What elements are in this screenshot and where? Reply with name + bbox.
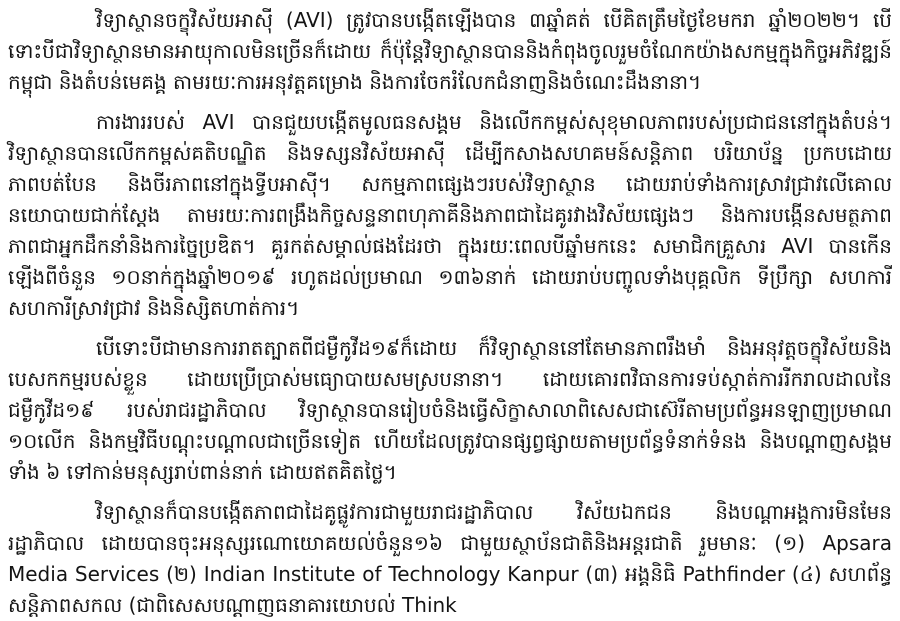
- paragraph-4: វិទ្យាស្ថានក៏បានបង្កើតភាពជាដៃគូផ្លូវការជាមួយរាជរដ្ឋាភិបាល វិស័យឯកជន និងបណ្តាអង្គការមិនមែនរដ្ឋាភិបាល ដោយបានចុះអនុស្សរណោយោគយល់ចំនួន១៦ ជាមួយស្ថាប័នជាតិនិងអន្តរជាតិ រួមមានៈ (១) Apsara Media Services (២) Indian Institute of Technology Kanpur (៣) អង្គនិធិ Pathfinder (៤) សហព័ន្ធសន្តិភាពសកល (ជាពិសេសបណ្តាញធនាគារយោបល់ Think: [8, 500, 892, 617]
- paragraph-2: ការងាររបស់ AVI បានជួយបង្កើតមូលធនសង្គម និងលើកកម្ពស់សុខុមាលភាពរបស់ប្រជាជននៅក្នុងតំបន់។ វិទ្យាស្ថានបានលើកកម្ពស់គតិបណ្ឌិត និងទស្សនវិស័យអាស៊ី ដើម្បីកសាងសហគមន៍សន្តិភាព បរិយាប័ន្ន ប្រកបដោយភាពបត់បែន និងចីរភាពនៅក្នុងទ្វីបអាស៊ី។ សកម្មភាពផ្សេងៗរបស់វិទ្យាស្ថាន ដោយរាប់ទាំងការស្រាវជ្រាវលើគោលនយោបាយជាក់ស្តែង តាមរយៈការពង្រឹងកិច្ចសន្ទនាពហុភាគីនិងភាពជាដៃគូរវាងវិស័យផ្សេងៗ និងការបង្កើនសមត្ថភាពភាពជាអ្នកដឹកនាំនិងការច្នៃប្រឌិត។ គួរកត់សម្គាល់ផងដែរថា ក្នុងរយៈពេលបីឆ្នាំមកនេះ សមាជិកគ្រួសារ AVI បានកើនឡើងពីចំនួន ១០នាក់ក្នុងឆ្នាំ២០១៩ រហូតដល់ប្រមាណ ១៣៦នាក់ ដោយរាប់បញ្ចូលទាំងបុគ្គលិក ទីប្រឹក្សា សហការី សហការីស្រាវជ្រាវ និងនិស្សិតហាត់ការ។: [8, 110, 892, 320]
- paragraph-1: វិទ្យាស្ថានចក្ខុវិស័យអាស៊ី (AVI) ត្រូវបានបង្កើតឡើងបាន ៣ឆ្នាំគត់ បើគិតត្រឹមថ្ងៃខែមករា ឆ្នាំ២០២២។ បើទោះបីជាវិទ្យាស្ថានមានអាយុកាលមិនច្រើនក៏ដោយ ក៏ប៉ុន្តែវិទ្យាស្ថានបាននិងកំពុងចូលរួមចំណែកយ៉ាងសកម្មក្នុងកិច្ចអភិវឌ្ឍន៍កម្ពុជា និងតំបន់មេគង្គ តាមរយៈការអនុវត្តគម្រោង និងការចែករំលែកជំនាញនិងចំណេះដឹងនានា។: [8, 8, 892, 94]
- paragraph-3: បើទោះបីជាមានការរាតត្បាតពីជម្ងឺកូវីដ១៩ក៏ដោយ ក៏វិទ្យាស្ថាននៅតែមានភាពរឹងមាំ និងអនុវត្តចក្ខុវិស័យនិងបេសកកម្មរបស់ខ្លួន ដោយប្រើប្រាស់មធ្យោបាយសមស្របនានា។ ដោយគោរពវិធានការទប់ស្កាត់ការរីករាលដាលនៃជម្ងឺកូវីដ១៩ របស់រាជរដ្ឋាភិបាល វិទ្យាស្ថានបានរៀបចំនិងធ្វើសិក្ខាសាលាពិសេសជាស៊េរីតាមប្រព័ន្ធអនឡាញប្រមាណ ១០លើក និងកម្មវិធីបណ្តុះបណ្តាលជាច្រើនទៀត ហើយដែលត្រូវបានផ្សព្វផ្សាយតាមប្រព័ន្ធទំនាក់ទំនង និងបណ្តាញសង្គមទាំង ៦ ទៅកាន់មនុស្សរាប់ពាន់នាក់ ដោយឥតគិតថ្លៃ។: [8, 336, 892, 484]
